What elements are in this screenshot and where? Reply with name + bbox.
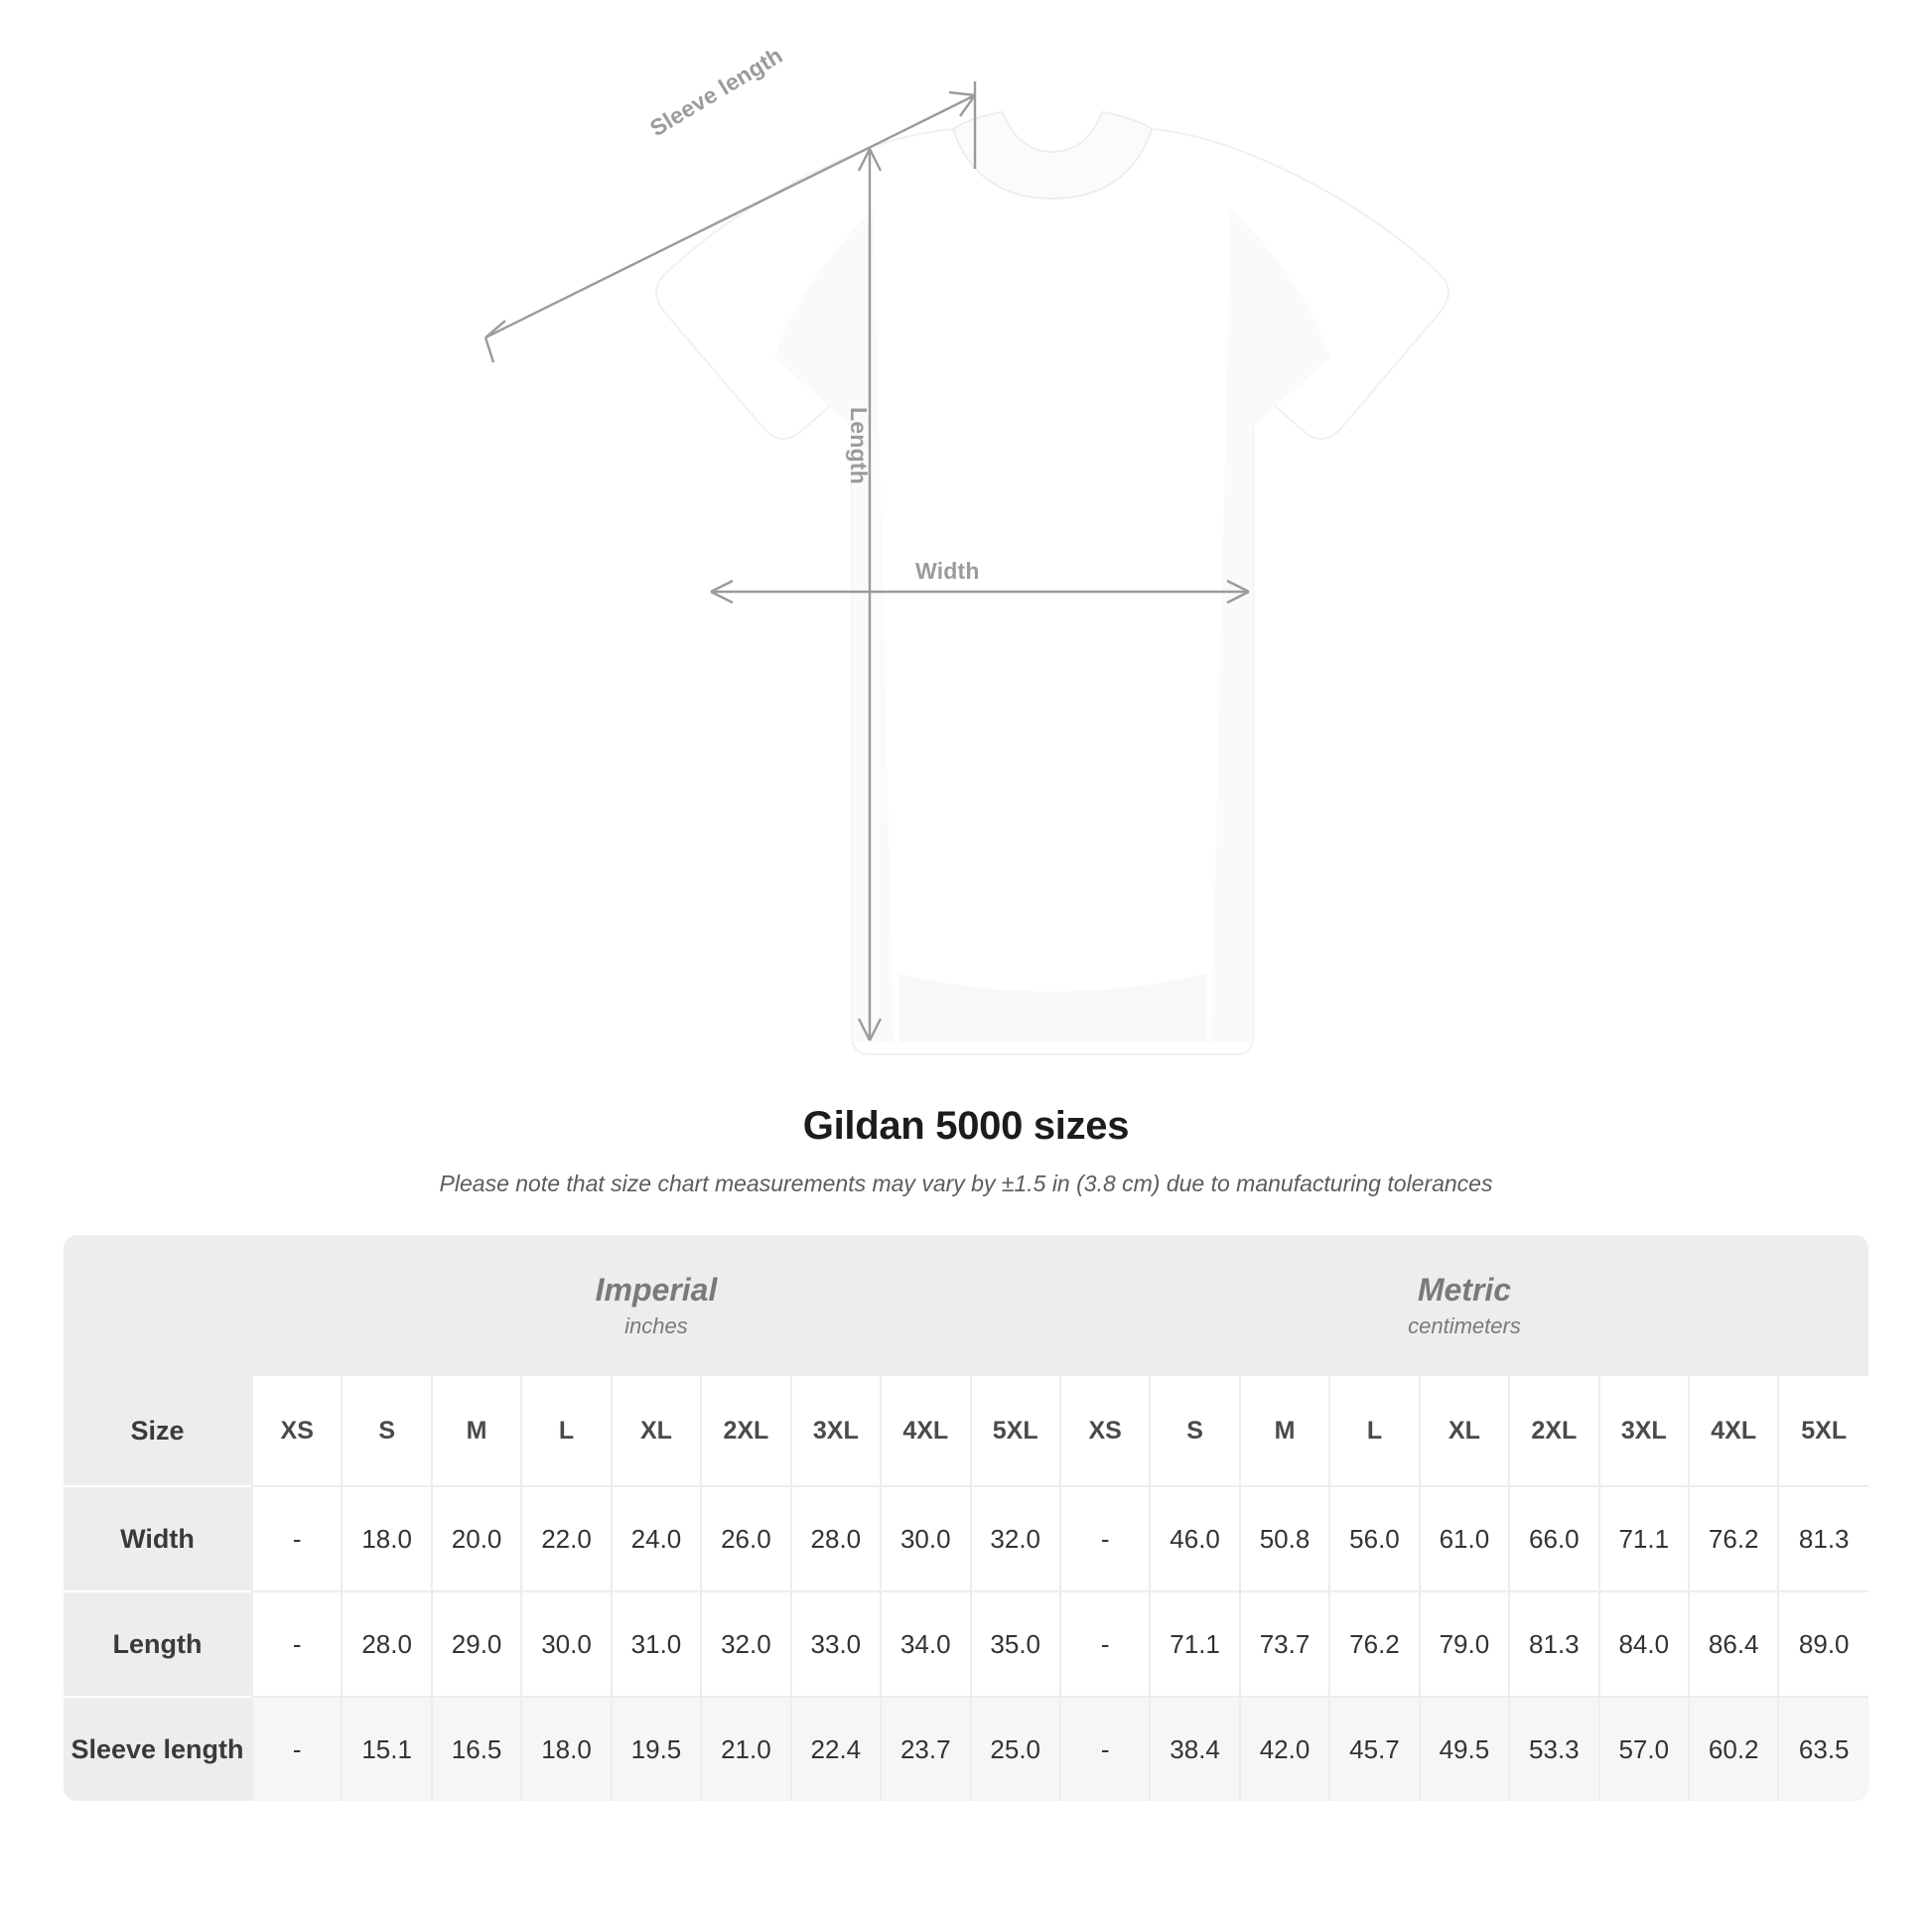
unit-name-imperial: Imperial xyxy=(595,1271,718,1308)
cell-width-imperial: 26.0 xyxy=(701,1486,790,1591)
cell-length-imperial: 30.0 xyxy=(521,1591,611,1697)
cell-width-metric: - xyxy=(1060,1486,1150,1591)
cell-length-metric: 81.3 xyxy=(1509,1591,1598,1697)
cell-sleeve-imperial: 21.0 xyxy=(701,1697,790,1801)
size-header-cell: L xyxy=(521,1376,611,1486)
cell-width-metric: 61.0 xyxy=(1420,1486,1509,1591)
size-header-cell: 4XL xyxy=(881,1376,970,1486)
cell-width-metric: 56.0 xyxy=(1329,1486,1419,1591)
cell-width-metric: 50.8 xyxy=(1240,1486,1329,1591)
cell-length-metric: 89.0 xyxy=(1778,1591,1868,1697)
cell-length-metric: 79.0 xyxy=(1420,1591,1509,1697)
cell-sleeve-metric: 45.7 xyxy=(1329,1697,1419,1801)
unit-sub-imperial: inches xyxy=(624,1313,688,1339)
size-table-container xyxy=(64,1235,1868,1801)
size-header-cell: M xyxy=(432,1376,521,1486)
cell-width-metric: 66.0 xyxy=(1509,1486,1598,1591)
cell-width-imperial: 30.0 xyxy=(881,1486,970,1591)
cell-width-imperial: 18.0 xyxy=(342,1486,431,1591)
sleeve-length-dimension-label: Sleeve length xyxy=(645,42,787,142)
unit-header-row xyxy=(64,1235,1868,1376)
size-header-row xyxy=(64,1376,1868,1486)
cell-width-imperial: 22.0 xyxy=(521,1486,611,1591)
cell-width-imperial: 20.0 xyxy=(432,1486,521,1591)
width-dimension-label: Width xyxy=(915,558,980,584)
size-header-cell: S xyxy=(342,1376,431,1486)
cell-sleeve-metric: 57.0 xyxy=(1599,1697,1689,1801)
cell-length-metric: - xyxy=(1060,1591,1150,1697)
size-header-cell: 5XL xyxy=(971,1376,1060,1486)
cell-length-metric: 73.7 xyxy=(1240,1591,1329,1697)
cell-sleeve-imperial: 18.0 xyxy=(521,1697,611,1801)
cell-width-metric: 71.1 xyxy=(1599,1486,1689,1591)
unit-header-metric xyxy=(1060,1235,1868,1376)
table-row xyxy=(64,1591,1868,1697)
cell-length-metric: 76.2 xyxy=(1329,1591,1419,1697)
cell-sleeve-metric: 53.3 xyxy=(1509,1697,1598,1801)
size-header-label: Size xyxy=(64,1376,252,1486)
size-header-cell: M xyxy=(1240,1376,1329,1486)
unit-name-metric: Metric xyxy=(1417,1271,1512,1308)
cell-sleeve-metric: 49.5 xyxy=(1420,1697,1509,1801)
cell-sleeve-imperial: 23.7 xyxy=(881,1697,970,1801)
cell-sleeve-imperial: 16.5 xyxy=(432,1697,521,1801)
size-header-cell: L xyxy=(1329,1376,1419,1486)
length-dimension-label: Length xyxy=(846,407,872,484)
size-header-cell: 3XL xyxy=(1599,1376,1689,1486)
cell-length-imperial: 33.0 xyxy=(791,1591,881,1697)
cell-length-imperial: 35.0 xyxy=(971,1591,1060,1697)
size-header-cell: XL xyxy=(612,1376,701,1486)
size-header-cell: XS xyxy=(1060,1376,1150,1486)
cell-sleeve-metric: - xyxy=(1060,1697,1150,1801)
cell-length-imperial: 28.0 xyxy=(342,1591,431,1697)
cell-sleeve-imperial: 25.0 xyxy=(971,1697,1060,1801)
cell-length-imperial: - xyxy=(252,1591,342,1697)
unit-header-blank xyxy=(64,1235,252,1376)
cell-length-imperial: 32.0 xyxy=(701,1591,790,1697)
size-header-cell: 2XL xyxy=(701,1376,790,1486)
size-header-cell: 3XL xyxy=(791,1376,881,1486)
cell-width-imperial: 28.0 xyxy=(791,1486,881,1591)
cell-width-metric: 76.2 xyxy=(1689,1486,1778,1591)
cell-width-imperial: 32.0 xyxy=(971,1486,1060,1591)
cell-sleeve-metric: 63.5 xyxy=(1778,1697,1868,1801)
cell-length-metric: 84.0 xyxy=(1599,1591,1689,1697)
size-table xyxy=(64,1235,1868,1801)
table-row xyxy=(64,1697,1868,1801)
cell-sleeve-metric: 38.4 xyxy=(1150,1697,1239,1801)
table-row xyxy=(64,1486,1868,1591)
size-header-cell: 5XL xyxy=(1778,1376,1868,1486)
cell-length-metric: 86.4 xyxy=(1689,1591,1778,1697)
unit-header-imperial xyxy=(252,1235,1060,1376)
row-label-width: Width xyxy=(64,1486,252,1591)
row-label-length: Length xyxy=(64,1591,252,1697)
row-label-sleeve-length: Sleeve length xyxy=(64,1697,252,1801)
cell-sleeve-imperial: - xyxy=(252,1697,342,1801)
cell-length-metric: 71.1 xyxy=(1150,1591,1239,1697)
size-header-cell: 4XL xyxy=(1689,1376,1778,1486)
cell-width-metric: 81.3 xyxy=(1778,1486,1868,1591)
cell-width-imperial: 24.0 xyxy=(612,1486,701,1591)
cell-sleeve-metric: 42.0 xyxy=(1240,1697,1329,1801)
tolerance-note: Please note that size chart measurements may vary by ±1.5 in (3.8 cm) due to manufacturing tolerances xyxy=(439,1171,1493,1196)
cell-width-metric: 46.0 xyxy=(1150,1486,1239,1591)
cell-sleeve-imperial: 22.4 xyxy=(791,1697,881,1801)
tshirt-shape xyxy=(656,112,1449,1054)
cell-sleeve-imperial: 19.5 xyxy=(612,1697,701,1801)
cell-length-imperial: 34.0 xyxy=(881,1591,970,1697)
size-header-cell: S xyxy=(1150,1376,1239,1486)
cell-length-imperial: 29.0 xyxy=(432,1591,521,1697)
size-header-cell: 2XL xyxy=(1509,1376,1598,1486)
cell-sleeve-metric: 60.2 xyxy=(1689,1697,1778,1801)
cell-length-imperial: 31.0 xyxy=(612,1591,701,1697)
cell-sleeve-imperial: 15.1 xyxy=(342,1697,431,1801)
page-title: Gildan 5000 sizes xyxy=(802,1104,1130,1148)
size-header-cell: XS xyxy=(252,1376,342,1486)
cell-width-imperial: - xyxy=(252,1486,342,1591)
unit-sub-metric: centimeters xyxy=(1408,1313,1521,1339)
size-header-cell: XL xyxy=(1420,1376,1509,1486)
